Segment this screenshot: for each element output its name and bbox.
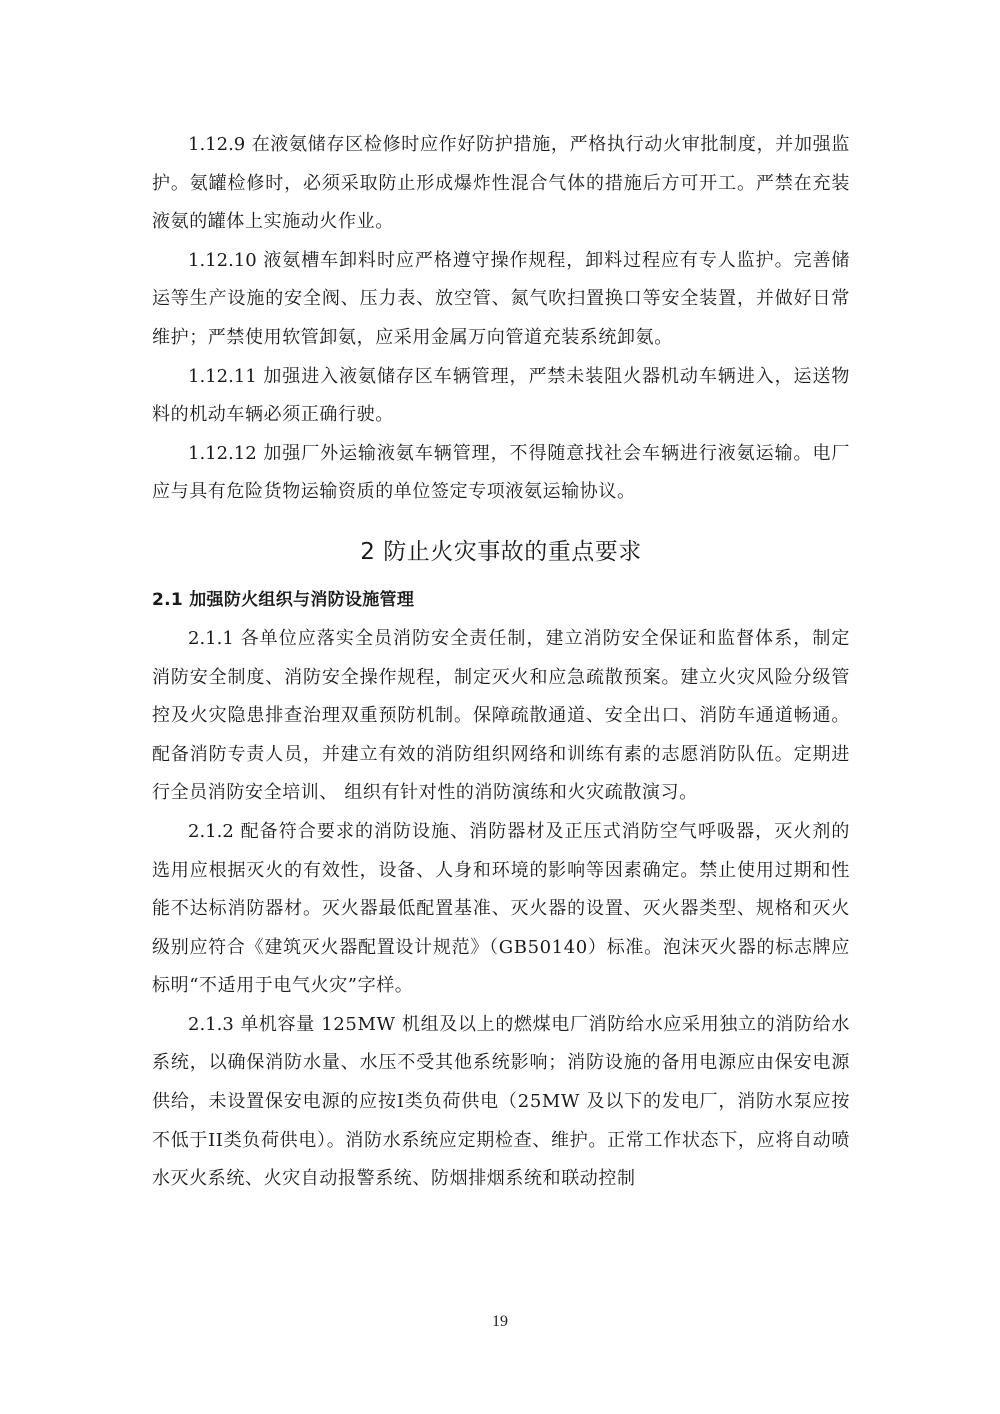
- paragraph-2-1-1: [152, 620, 850, 813]
- clause-text: 单机容量 125MW 机组及以上的燃煤电厂消防给水应采用独立的消防给水系统，以确保消防水量、水压不受其他系统影响；消防设施的备用电源应由保安电源供给，未设置保安电源的应按I类负荷供电（25MW 及以下的发电厂，消防水泵应按不低于II类负荷供电）。消防水系统应定期检查、维护。正常工作状态下，应将自动喷水灭火系统、火灾自动报警系统、防烟排烟系统和联动控制: [152, 1013, 851, 1190]
- paragraph-2-1-3: [152, 1006, 850, 1199]
- clause-text: 加强厂外运输液氨车辆管理，不得随意找社会车辆进行液氨运输。电厂应与具有危险货物运输资质的单位签定专项液氨运输协议。: [152, 442, 850, 503]
- clause-text: 加强进入液氨储存区车辆管理，严禁未装阻火器机动车辆进入，运送物料的机动车辆必须正确行驶。: [152, 365, 850, 426]
- clause-number: 2.1.2: [188, 820, 234, 842]
- clause-number: 1.12.12: [188, 442, 257, 464]
- clause-text: 液氨槽车卸料时应严格遵守操作规程，卸料过程应有专人监护。完善储运等生产设施的安全阀、压力表、放空管、氮气吹扫置换口等安全装置，并做好日常维护；严禁使用软管卸氨，应采用金属万向管道充装系统卸氨。: [152, 249, 850, 348]
- clause-text: 各单位应落实全员消防安全责任制，建立消防安全保证和监督体系，制定消防安全制度、消防安全操作规程，制定灭火和应急疏散预案。建立火灾风险分级管控及火灾隐患排查治理双重预防机制。保障疏散通道、安全出口、消防车通道畅通。配备消防专责人员，并建立有效的消防组织网络和训练有素的志愿消防队伍。定期进行全员消防安全培训、 组织有针对性的消防演练和火灾疏散演习。: [152, 627, 850, 804]
- paragraph-1-12-12: [152, 435, 850, 512]
- section-title: 2.1 加强防火组织与消防设施管理: [152, 589, 415, 610]
- chapter-title: 2 防止火灾事故的重点要求: [360, 538, 642, 565]
- page-number: 19: [492, 1313, 508, 1330]
- clause-text: 在液氨储存区检修时应作好防护措施，严格执行动火审批制度，并加强监护。氨罐检修时，必须采取防止形成爆炸性混合气体的措施后方可开工。严禁在充装液氨的罐体上实施动火作业。: [152, 134, 850, 233]
- clause-number: 1.12.11: [188, 365, 257, 387]
- clause-number: 1.12.9: [188, 134, 246, 155]
- page-content: [152, 126, 850, 1199]
- paragraph-1-12-10: [152, 242, 850, 358]
- clause-number: 2.1.3: [188, 1013, 234, 1035]
- paragraph-2-1-2: [152, 813, 850, 1006]
- paragraph-1-12-9: [152, 126, 850, 242]
- clause-text: 配备符合要求的消防设施、消防器材及正压式消防空气呼吸器，灭火剂的选用应根据灭火的有效性，设备、人身和环境的影响等因素确定。禁止使用过期和性能不达标消防器材。灭火器最低配置基准、灭火器的设置、灭火器类型、规格和灭火级别应符合《建筑灭火器配置设计规范》（GB50140）标准。泡沫灭火器的标志牌应标明“不适用于电气火灾”字样。: [152, 820, 850, 997]
- clause-number: 1.12.10: [188, 249, 257, 271]
- paragraph-1-12-11: [152, 358, 850, 435]
- clause-number: 2.1.1: [188, 627, 234, 649]
